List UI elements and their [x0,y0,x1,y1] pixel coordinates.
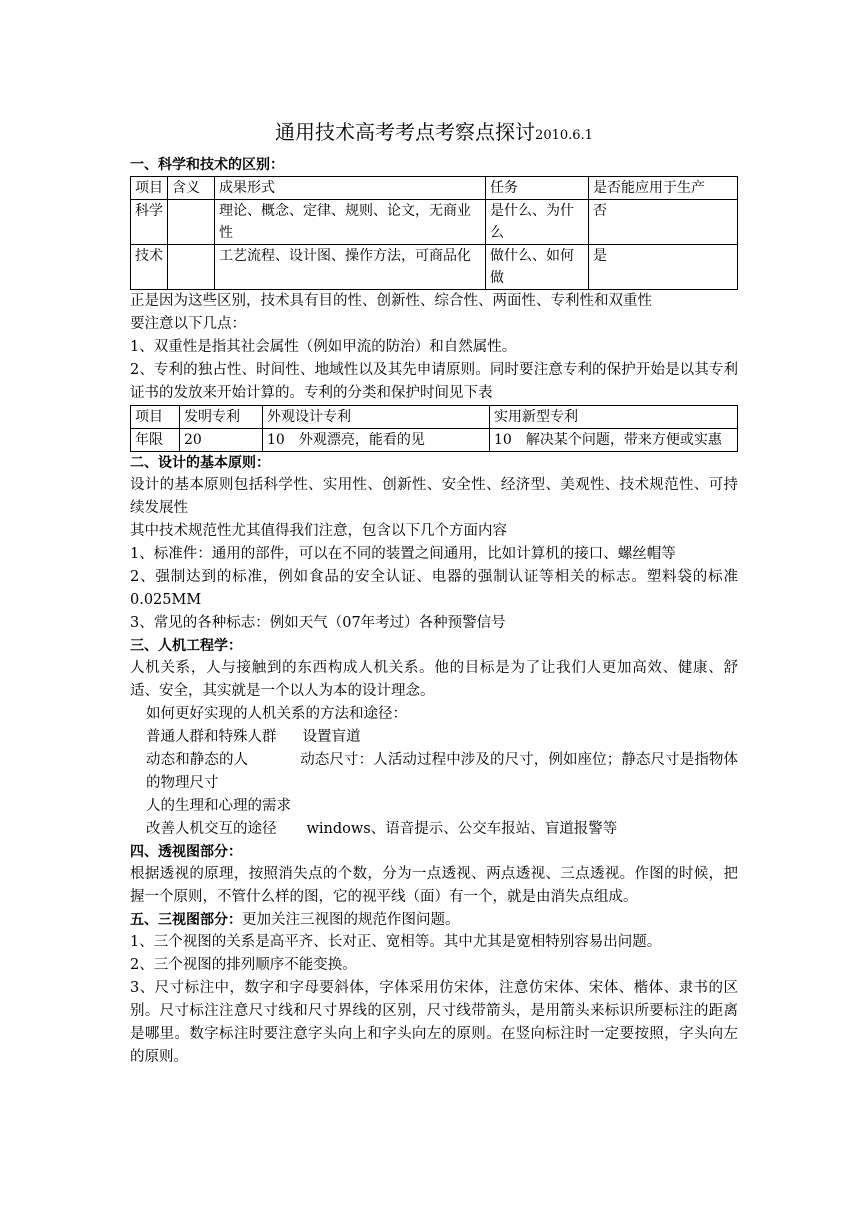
doc-title [130,118,738,150]
paragraph: 其中技术规范性尤其值得我们注意，包含以下几个方面内容 [130,523,507,539]
table-cell: 发明专利 [180,406,263,429]
table-cell: 20 [180,429,263,452]
table-cell: 是否能应用于生产 [589,177,738,200]
table-cell: 年限 [131,429,180,452]
table-cell: 含义 [168,177,215,200]
doc-title-text: 通用技术高考考点考察点探讨 [275,120,536,144]
table-cell: 否 [589,200,738,245]
paragraph: 要注意以下几点： [130,316,246,332]
table-cell: 项目 [131,177,168,200]
table-row [131,200,738,245]
list-item [130,818,738,841]
table-cell: 理论、概念、定律、规则、论文，无商业性 [215,200,486,245]
list-item-term: 普通人群和特殊人群 [146,729,277,745]
section-3-heading: 三、人机工程学： [130,638,242,654]
paragraph: 人机关系，人与接触到的东西构成人机关系。他的目标是为了让我们人更加高效、健康、舒适、安全，其实就是一个以人为本的设计理念。 [130,660,738,699]
section-4-heading: 四、透视图部分： [130,844,242,860]
section-5-heading-rest: 更加关注三视图的规范作图问题。 [242,912,460,928]
table-cell: 工艺流程、设计图、操作方法，可商品化 [215,245,486,290]
list-item-term: 人的生理和心理的需求 [146,798,291,814]
table-row [131,429,738,452]
science-tech-table [130,176,738,290]
table-header-row [131,177,738,200]
list-item-desc: 动态尺寸：人活动过程中涉及的尺寸，例如座位；静态尺寸是指物体的物理尺寸 [146,752,739,791]
paragraph: 2、三个视图的排列顺序不能变换。 [130,957,357,973]
table-cell: 实用新型专利 [490,406,738,429]
paragraph: 1、三个视图的关系是高平齐、长对正、宽相等。其中尤其是宽相特别容易出问题。 [130,934,662,950]
table-cell: 做什么、如何做 [486,245,589,290]
paragraph: 3、常见的各种标志：例如天气（07年考过）各种预警信号 [130,615,506,631]
table-cell: 科学 [131,200,168,245]
table-cell: 外观设计专利 [263,406,490,429]
list-item-desc: windows、语音提示、公交车报站、盲道报警等 [306,821,618,837]
paragraph: 1、标准件：通用的部件，可以在不同的装置之间通用，比如计算机的接口、螺丝帽等 [130,546,676,562]
section-5-heading-label: 五、三视图部分： [130,912,242,928]
table-cell: 成果形式 [215,177,486,200]
table-cell: 是什么、为什么 [486,200,589,245]
table-cell: 项目 [131,406,180,429]
list-item-term: 改善人机交互的途径 [146,821,277,837]
paragraph: 3、尺寸标注中，数字和字母要斜体，字体采用仿宋体，注意仿宋体、宋体、楷体、隶书的区别。尺寸标注注意尺寸线和尺寸界线的区别，尺寸线带箭头，是用箭头来标识所要标注的距离是哪里。数字标注时要注意字头向上和字头向左的原则。在竖向标注时一定要按照，字头向左的原则。 [130,980,738,1065]
section-5-heading [130,909,738,931]
paragraph: 2、专利的独占性、时间性、地域性以及其先申请原则。同时要注意专利的保护开始是以其专利证书的发放来开始计算的。专利的分类和保护时间见下表 [130,362,738,401]
list-item [130,726,738,749]
paragraph: 根据透视的原理，按照消失点的个数，分为一点透视、两点透视、三点透视。作图的时候，把握一个原则，不管什么样的图，它的视平线（面）有一个，就是由消失点组成。 [130,866,738,905]
document-page [130,118,738,1069]
table-cell: 10 外观漂亮，能看的见 [263,429,490,452]
list-item [130,749,738,795]
section-2-heading: 二、设计的基本原则： [130,455,270,471]
table-header-row [131,406,738,429]
paragraph: 正是因为这些区别，技术具有目的性、创新性、综合性、两面性、专利性和双重性 [130,293,652,309]
section-1-heading: 一、科学和技术的区别： [130,157,284,173]
paragraph: 设计的基本原则包括科学性、实用性、创新性、安全性、经济型、美观性、技术规范性、可持续发展性 [130,477,738,516]
paragraph: 如何更好实现的人机关系的方法和途径： [146,706,407,722]
list-item-desc: 设置盲道 [302,729,361,745]
table-cell: 任务 [486,177,589,200]
table-cell: 技术 [131,245,168,290]
doc-title-date: 2010.6.1 [535,128,593,143]
table-cell: 是 [589,245,738,290]
paragraph: 1、双重性是指其社会属性（例如甲流的防治）和自然属性。 [130,339,517,355]
list-item-term: 动态和静态的人 [146,752,249,768]
list-item [130,795,738,818]
paragraph: 2、强制达到的标准，例如食品的安全认证、电器的强制认证等相关的标志。塑料袋的标准0.025MM [130,569,738,608]
patent-table [130,405,738,452]
table-cell: 10 解决某个问题，带来方便或实惠 [490,429,738,452]
table-cell [168,245,215,290]
table-row [131,245,738,290]
table-cell [168,200,215,245]
